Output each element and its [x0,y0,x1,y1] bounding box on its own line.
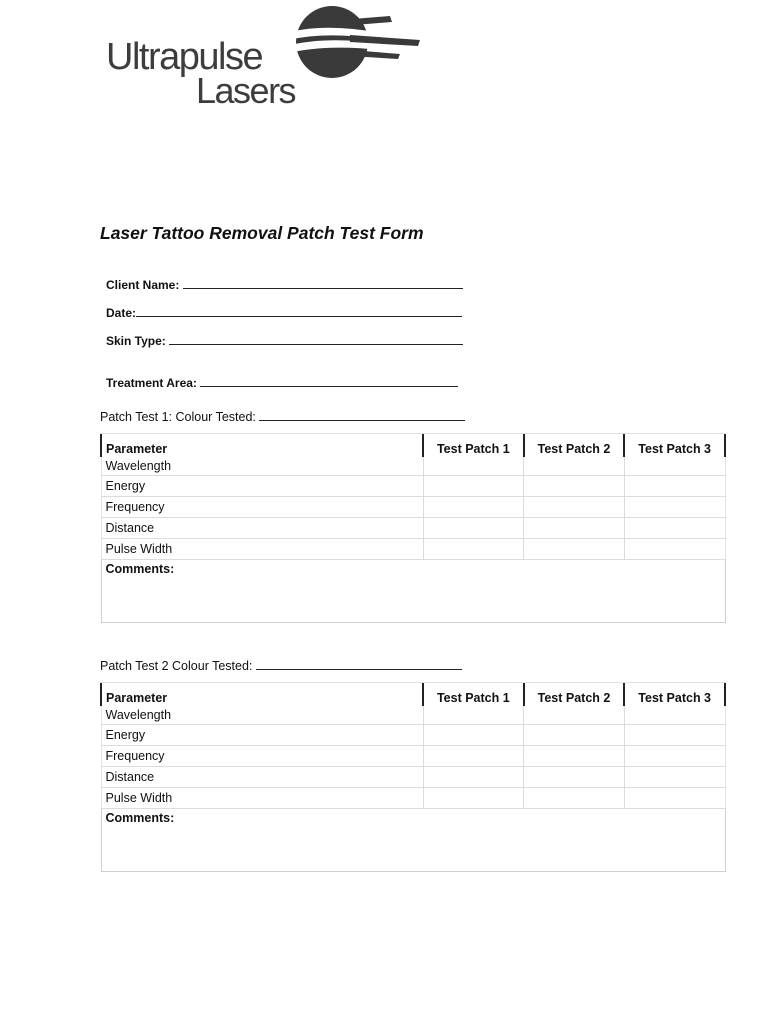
table-cell[interactable] [524,457,625,476]
row-label: Wavelength [101,457,423,476]
table-cell[interactable] [624,788,725,809]
table-cell[interactable] [624,706,725,725]
patch-test-2-label[interactable] [100,659,462,673]
table-cell[interactable] [524,725,625,746]
date-field[interactable] [106,306,462,320]
client-name-label: Client Name: [106,278,180,292]
patch-test-2-table [100,683,726,872]
treatment-area-line[interactable] [200,376,458,387]
treatment-area-field[interactable] [106,376,458,390]
treatment-area-label: Treatment Area: [106,376,197,390]
page-title: Laser Tattoo Removal Patch Test Form [100,223,424,243]
table-cell[interactable] [423,767,524,788]
table-cell[interactable] [423,746,524,767]
table-cell[interactable] [423,539,524,560]
table-cell[interactable] [423,476,524,497]
table-cell[interactable] [423,725,524,746]
table-cell[interactable] [524,518,625,539]
table-row [101,539,725,560]
table-cell[interactable] [524,788,625,809]
table-cell[interactable] [624,518,725,539]
table-cell[interactable] [423,788,524,809]
client-name-field[interactable] [106,278,463,292]
row-label: Frequency [101,746,423,767]
comments-row[interactable] [101,560,725,623]
table-cell[interactable] [624,725,725,746]
date-label: Date: [106,306,137,320]
skin-type-field[interactable] [106,334,463,348]
patch-test-1-label[interactable] [100,410,465,424]
table-row [101,767,725,788]
patch-test-1-table [100,434,726,623]
table-row [101,457,725,476]
table-cell[interactable] [423,706,524,725]
row-label: Energy [101,476,423,497]
table-cell[interactable] [524,746,625,767]
row-label: Energy [101,725,423,746]
table-cell[interactable] [624,539,725,560]
table-row [101,497,725,518]
table-cell[interactable] [524,497,625,518]
row-label: Pulse Width [101,788,423,809]
header-test-patch-1: Test Patch 1 [423,434,524,457]
comments-label[interactable]: Comments: [101,560,725,623]
header-test-patch-2: Test Patch 2 [524,434,625,457]
skin-type-line[interactable] [169,334,463,345]
header-parameter: Parameter [101,434,423,457]
table-cell[interactable] [624,457,725,476]
header-test-patch-1: Test Patch 1 [423,683,524,706]
table-cell[interactable] [524,767,625,788]
table-row [101,518,725,539]
table-row [101,725,725,746]
row-label: Distance [101,767,423,788]
table-cell[interactable] [524,706,625,725]
patch-test-2-colour-line[interactable] [256,659,462,670]
table-cell[interactable] [524,476,625,497]
patch-test-1-title: Patch Test 1: Colour Tested: [100,410,256,424]
logo-text-line1: Ultrapulse [106,36,263,78]
comments-row[interactable] [101,809,725,872]
patch-test-1-colour-line[interactable] [259,410,465,421]
table-cell[interactable] [423,457,524,476]
table-cell[interactable] [423,518,524,539]
logo-text-line2: Lasers [196,70,296,111]
date-line[interactable] [136,306,462,317]
table-row [101,788,725,809]
comments-label[interactable]: Comments: [101,809,725,872]
table-cell[interactable] [624,767,725,788]
row-label: Pulse Width [101,539,423,560]
table-header-row [101,683,725,706]
logo-swoosh-icon [280,2,430,82]
company-logo [100,2,430,112]
table-cell[interactable] [423,497,524,518]
table-cell[interactable] [624,476,725,497]
header-test-patch-3: Test Patch 3 [624,683,725,706]
row-label: Distance [101,518,423,539]
table-cell[interactable] [524,539,625,560]
table-cell[interactable] [624,497,725,518]
table-cell[interactable] [624,746,725,767]
client-name-line[interactable] [183,278,463,289]
header-test-patch-3: Test Patch 3 [624,434,725,457]
table-header-row [101,434,725,457]
header-parameter: Parameter [101,683,423,706]
table-row [101,706,725,725]
patch-test-2-title: Patch Test 2 Colour Tested: [100,659,253,673]
row-label: Frequency [101,497,423,518]
table-row [101,746,725,767]
table-row [101,476,725,497]
header-test-patch-2: Test Patch 2 [524,683,625,706]
row-label: Wavelength [101,706,423,725]
skin-type-label: Skin Type: [106,334,166,348]
